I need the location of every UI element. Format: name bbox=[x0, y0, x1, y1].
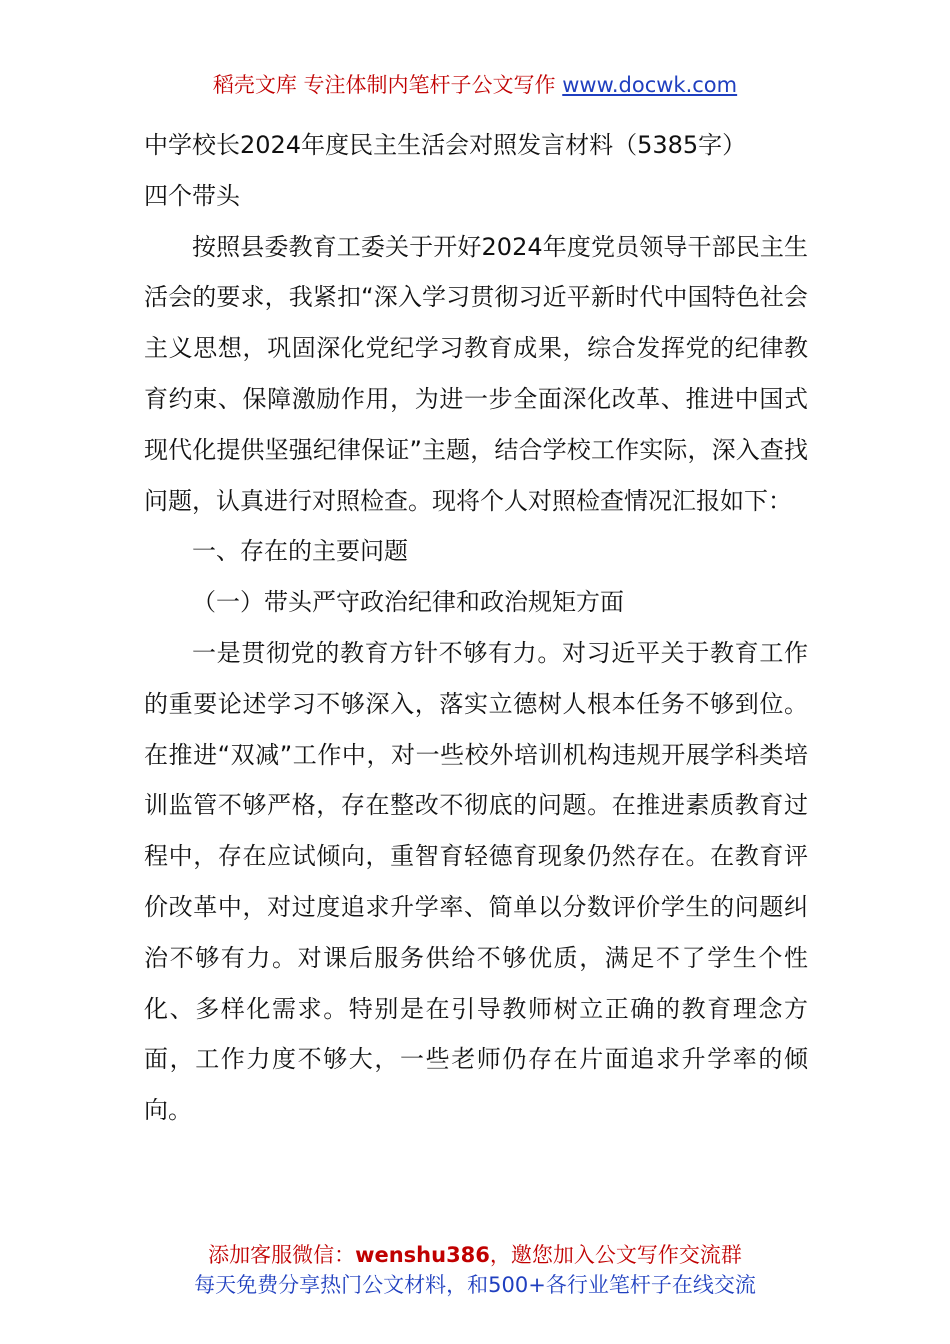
footer-wechat-id: wenshu386 bbox=[355, 1243, 490, 1267]
footer-promo-line: 每天免费分享热门公文材料，和500+各行业笔杆子在线交流 bbox=[194, 1273, 756, 1297]
header-url-link[interactable]: www.docwk.com bbox=[562, 73, 738, 97]
document-title: 中学校长2024年度民主生活会对照发言材料（5385字） bbox=[144, 131, 747, 159]
footer-contact-line bbox=[0, 1240, 950, 1270]
subsection-heading: （一）带头严守政治纪律和政治规矩方面 bbox=[192, 588, 624, 617]
body-paragraph: 一是贯彻党的教育方针不够有力。对习近平关于教育工作的重要论述学习不够深入，落实立德树人根本任务不够到位。在推进“双减”工作中，对一些校外培训机构违规开展学科类培训监管不够严格，存在整改不彻底的问题。在推进素质教育过程中，存在应试倾向，重智育轻德育现象仍然存在。在教育评价改革中，对过度追求升学率、简单以分数评价学生的问题纠治不够有力。对课后服务供给不够优质，满足不了学生个性化、多样化需求。特别是在引导教师树立正确的教育理念方面，工作力度不够大，一些老师仍存在片面追求升学率的倾向。 bbox=[144, 638, 808, 1125]
footer-wechat-prefix: 添加客服微信： bbox=[208, 1243, 356, 1267]
site-header bbox=[0, 70, 950, 100]
document-subtitle: 四个带头 bbox=[144, 181, 240, 210]
header-brand: 稻壳文库 专注体制内笔杆子公文写作 bbox=[212, 73, 556, 97]
footer-wechat-suffix: ，邀您加入公文写作交流群 bbox=[489, 1243, 742, 1267]
document-body bbox=[144, 120, 808, 1136]
intro-paragraph: 按照县委教育工委关于开好2024年度党员领导干部民主生活会的要求，我紧扣“深入学习贯彻习近平新时代中国特色社会主义思想，巩固深化党纪学习教育成果，综合发挥党的纪律教育约束、保障激励作用，为进一步全面深化改革、推进中国式现代化提供坚强纪律保证”主题，结合学校工作实际，深入查找问题，认真进行对照检查。现将个人对照检查情况汇报如下： bbox=[144, 232, 808, 515]
section-heading: 一、存在的主要问题 bbox=[192, 537, 408, 566]
site-footer bbox=[0, 1240, 950, 1300]
